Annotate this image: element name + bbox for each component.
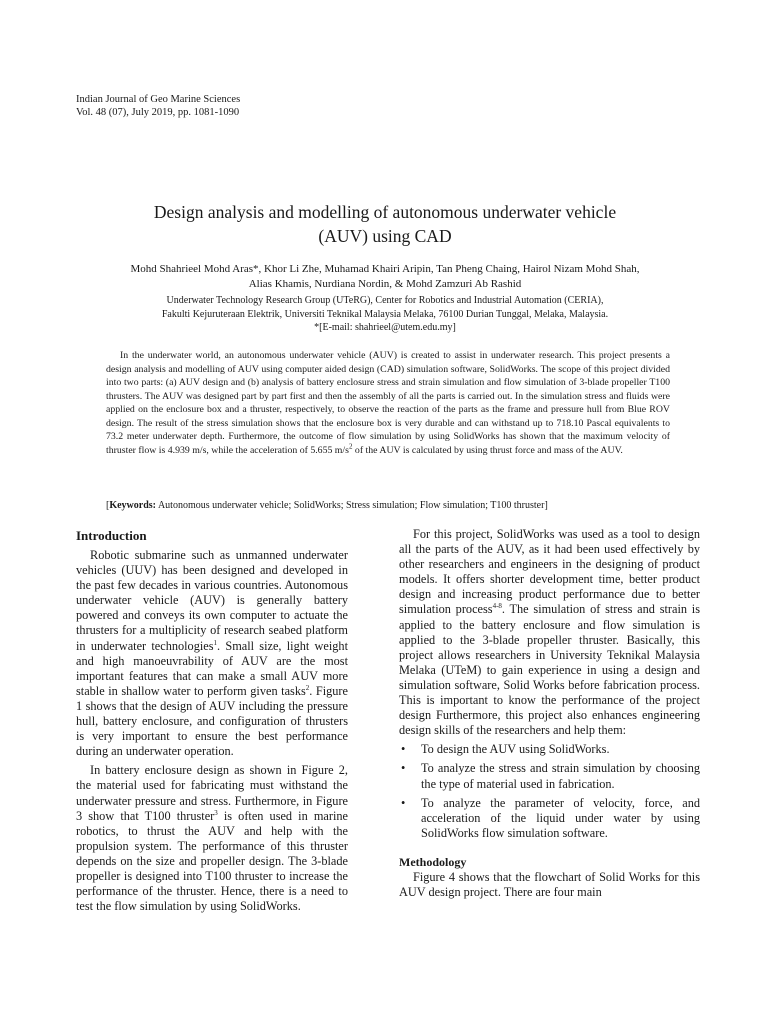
intro-paragraph-1 [76, 548, 348, 759]
journal-name: Indian Journal of Geo Marine Sciences [76, 94, 241, 105]
bullet-icon: • [401, 795, 406, 810]
paper-title [100, 200, 670, 248]
contact-email: *[E-mail: shahrieel@utem.edu.my] [314, 322, 456, 333]
intro-paragraph-2 [76, 763, 348, 914]
affiliation-line-2: Fakulti Kejuruteraan Elektrik, Universiti Teknikal Malaysia Melaka, 76100 Durian Tunggal, Melaka, Malaysia. [161, 308, 609, 320]
objective-text: To analyze the stress and strain simulation by choosing the type of material used in fabrication. [421, 761, 700, 791]
intro-p2-text-a: In battery enclosure design as shown in Figure 2, the material used for fabricating must withstand the underwater pressure and stress. Furthermore, in Figure 3 show that T100 thruster [76, 763, 348, 823]
abstract [106, 349, 670, 457]
keywords-label: Keywords: [109, 500, 157, 511]
right-column [399, 527, 700, 900]
abstract-superscript: 2 [348, 442, 353, 451]
author-list [60, 262, 710, 292]
abstract-text: In the underwater world, an autonomous underwater vehicle (AUV) is created to assist in underwater research. This project presents a design analysis and modelling of AUV using computer aided design (CAD) simulation software, SolidWorks. The scope of this project divided into two parts: (a) AUV design and (b) analysis of battery enclosure stress and strain simulation and flow simulation of 3-blade propeller T100 thrusters. The AUV was designed part by part first and then the assembly of all the parts is carried out. In the simulation stress and fluids were applied on the enclosure box and a thruster, respectively, to observe the reaction of the parts as the frame and pressure hull from Blue ROV design. The result of the stress simulation shows that the enclosure box is very durable and can withstand up to 718.10 Pascal equivalents to 73.2 meter underwater depth. Furthermore, the outcome of flow simulation by using SolidWorks has shown that the maximum velocity of thruster flow is 4.939 m/s, while the acceleration of 5.655 m/s [106, 350, 670, 456]
right-paragraph-1 [399, 527, 700, 738]
list-item [399, 742, 700, 757]
objectives-list [399, 742, 700, 841]
right-p1-text-b: . The simulation of stress and strain is applied to the battery enclosure and flow simulation is applied to the 3-blade propeller thruster. Basically, this project allows researchers in University Teknikal Malaysia Melaka (UTeM) to gain experience in using a design and simulation software, Solid Works before fabrication process. This is important to know the performance of the project design Furthermore, this project also enhances engineering design skills of the researchers and help them: [399, 602, 700, 738]
journal-volume: Vol. 48 (07), July 2019, pp. 1081-1090 [76, 107, 240, 118]
keywords-text: Autonomous underwater vehicle; SolidWorks; Stress simulation; Flow simulation; T100 thruster] [156, 500, 548, 511]
introduction-heading: Introduction [76, 528, 147, 543]
citation-2: 2 [305, 683, 310, 692]
affiliation-line-1: Underwater Technology Research Group (UTeRG), Center for Robotics and Industrial Automation (CERIA), [166, 295, 604, 306]
intro-p1-text-c: . Figure 1 shows that the design of AUV including the pressure hull, battery enclosure, and configuration of thrusters is very important to ensure the best performance during an underwater operation. [76, 683, 348, 759]
citation-1: 1 [213, 638, 218, 647]
citation-4-8: 4-8 [492, 602, 502, 611]
methodology-paragraph: Figure 4 shows that the flowchart of Solid Works for this AUV design project. There are four main [399, 869, 700, 899]
methodology-heading: Methodology [399, 854, 467, 869]
left-column [76, 527, 348, 914]
author-list-line-2: Alias Khamis, Nurdiana Nordin, & Mohd Zamzuri Ab Rashid [248, 278, 522, 290]
author-list-line-1: Mohd Shahrieel Mohd Aras*, Khor Li Zhe, Muhamad Khairi Aripin, Tan Pheng Chaing, Hairol Nizam Mohd Shah, [130, 263, 640, 275]
abstract-text-end: of the AUV is calculated by using thrust force and mass of the AUV. [352, 444, 623, 456]
objective-text: To design the AUV using SolidWorks. [421, 742, 610, 757]
right-p1-text-a: For this project, SolidWorks was used as a tool to design all the parts of the AUV, as it had been used effectively by other researchers and engineers in the designing of product models. It offers shorter development time, better product design and increasing product performance due to better simulation process [399, 527, 700, 617]
list-item [399, 796, 700, 841]
affiliation [60, 294, 710, 335]
intro-p2-text-b: is often used in marine robotics, to thrust the AUV and help with the propulsion system. The performance of this thruster depends on the size and propeller design. The 3-blade propeller is designed into T100 thruster to increase the performance of the thruster. Hence, there is a need to test the flow simulation by using SolidWorks. [76, 808, 348, 914]
paper-title-line-1: Design analysis and modelling of autonomous underwater vehicle [153, 202, 617, 222]
keywords-open-bracket: [ [106, 500, 110, 511]
citation-3: 3 [214, 808, 218, 817]
journal-header [76, 93, 240, 119]
bullet-icon: • [401, 742, 406, 757]
objective-text: To analyze the parameter of velocity, force, and acceleration of the liquid under water by using SolidWorks flow simulation software. [421, 795, 700, 840]
list-item [399, 761, 700, 791]
intro-p1-text-a: Robotic submarine such as unmanned underwater vehicles (UUV) has been designed and developed in the past few decades in various countries. Autonomous underwater vehicle (AUV) is generally battery powered and conveys its own computer to actuate the thrusters for a multiplicity of research seabed platform in underwater technologies [76, 548, 348, 653]
bullet-icon: • [401, 761, 406, 776]
intro-p1-text-b: . Small size, light weight and high manoeuvrability of AUV are the most important features that can make a small AUV more stable in shallow water to perform given tasks [76, 638, 349, 698]
paper-title-line-2: (AUV) using CAD [318, 226, 452, 246]
keywords [106, 499, 670, 512]
